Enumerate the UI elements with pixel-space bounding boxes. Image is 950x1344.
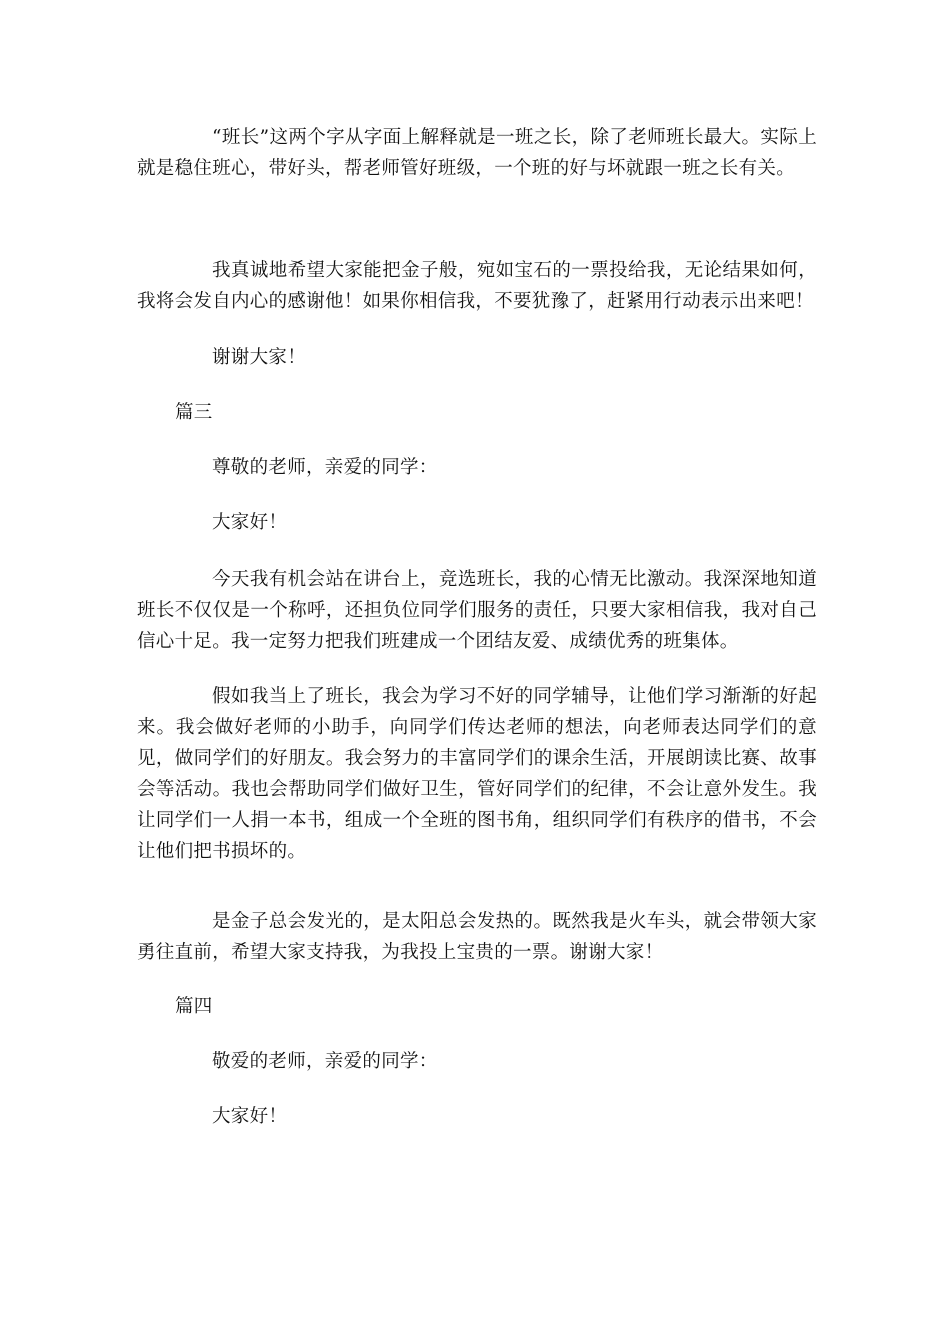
section4-greeting: 敬爱的老师，亲爱的同学： <box>212 1051 438 1072</box>
section3-greeting: 尊敬的老师，亲爱的同学： <box>212 457 438 478</box>
section4-hello: 大家好！ <box>212 1106 288 1127</box>
paragraph-monitor-definition: “班长”这两个字从字面上解释就是一班之长，除了老师班长最大。实际上就是稳住班心，带好头，帮老师管好班级，一个班的好与坏就跟一班之长有关。 <box>137 127 817 179</box>
paragraph-thanks: 谢谢大家！ <box>212 347 307 368</box>
section3-paragraph-2: 假如我当上了班长，我会为学习不好的同学辅导，让他们学习渐渐的好起来。我会做好老师的小助手，向同学们传达老师的想法，向老师表达同学们的意见，做同学们的好朋友。我会努力的丰富同学们的课余生活，开展朗读比赛、故事会等活动。我也会帮助同学们做好卫生，管好同学们的纪律，不会让意外发生。我让同学们一人捐一本书，组成一个全班的图书角，组织同学们有秩序的借书，不会让他们把书损坏的。 <box>137 686 817 862</box>
section-title-4: 篇四 <box>175 996 213 1017</box>
section3-paragraph-3: 是金子总会发光的，是太阳总会发热的。既然我是火车头，就会带领大家勇往直前，希望大家支持我，为我投上宝贵的一票。谢谢大家！ <box>137 911 817 963</box>
section3-hello: 大家好！ <box>212 512 288 533</box>
paragraph-vote-request: 我真诚地希望大家能把金子般，宛如宝石的一票投给我，无论结果如何，我将会发自内心的感谢他！如果你相信我，不要犹豫了，赶紧用行动表示出来吧！ <box>137 260 817 312</box>
section3-paragraph-1: 今天我有机会站在讲台上，竞选班长，我的心情无比激动。我深深地知道班长不仅仅是一个称呼，还担负位同学们服务的责任，只要大家相信我，我对自己信心十足。我一定努力把我们班建成一个团结友爱、成绩优秀的班集体。 <box>137 569 817 652</box>
section-title-3: 篇三 <box>175 402 213 423</box>
